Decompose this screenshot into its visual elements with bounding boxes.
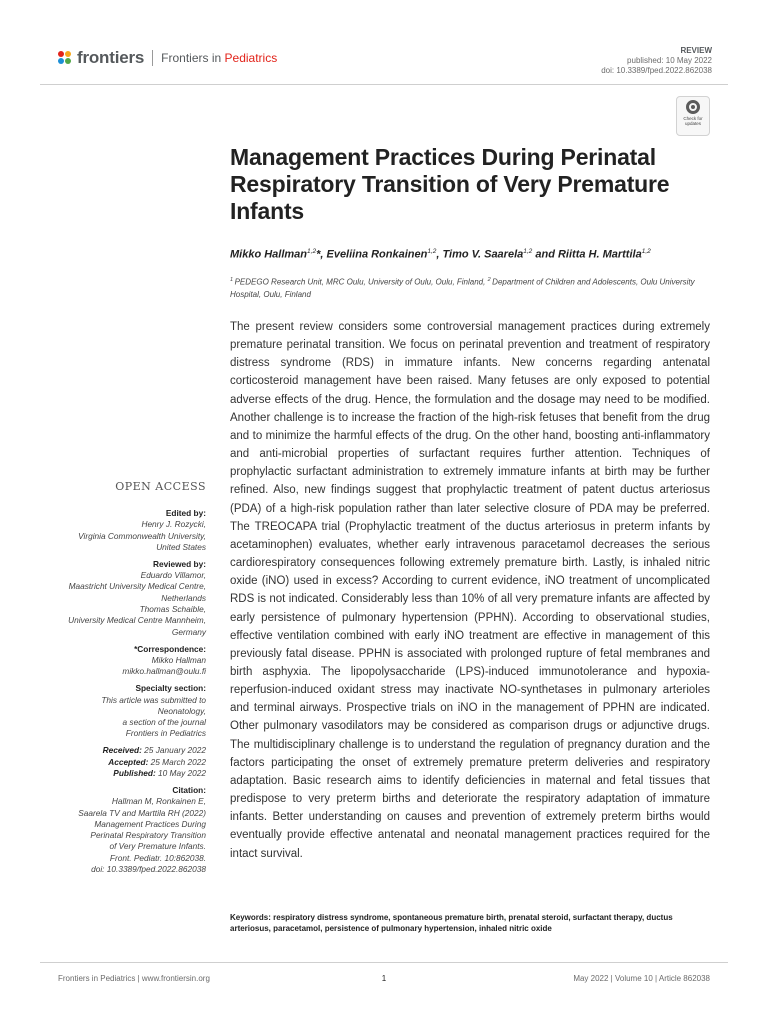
citation: Citation: Hallman M, Ronkainen E, Saarela TV and Marttila RH (2022) Management Practices During Perinatal Respiratory Transition of Very Premature Infants. Front. Pediatr. 10:862038. doi: 10.3389/fped.2022.862038 [40, 785, 206, 875]
article-meta [601, 46, 712, 76]
sidebar-line: of Very Premature Infants. [109, 841, 206, 852]
reviewed-by: Reviewed by: Eduardo Villamor, Maastricht University Medical Centre, Netherlands Thomas Schaible, University Medical Centre Mannheim, Germany [40, 559, 206, 638]
footer-divider [40, 962, 728, 963]
sidebar-line: Germany [171, 626, 206, 637]
sidebar-line: Virginia Commonwealth University, [78, 530, 206, 541]
sidebar-line: a section of the journal [122, 717, 206, 728]
keywords [230, 912, 710, 934]
sidebar-line: Henry J. Rozycki, [141, 519, 206, 530]
author-affiliation-ref: 1,2 [523, 248, 533, 255]
sidebar-line: Maastricht University Medical Centre, [68, 581, 206, 592]
footer-issue-info: May 2022 | Volume 10 | Article 862038 [573, 974, 710, 983]
sidebar-line: This article was submitted to [101, 694, 206, 705]
author-affiliation-ref: 1,2 [427, 248, 437, 255]
date-row: Received: 25 January 2022 [102, 745, 206, 756]
specialty-section: Specialty section: This article was submitted to Neonatology, a section of the journal Frontiers in Pediatrics [40, 683, 206, 739]
author-list: Mikko Hallman$^{1,2}$*, Eveliina Ronkainen$^{1,2}$, Timo V. Saarela$^{1,2}$ and Riitta H. Marttila$^{1,2}$ [230, 248, 651, 261]
keywords-label: Keywords: [230, 913, 271, 922]
brand-name: frontiers [77, 48, 145, 67]
affiliation-text: PEDEGO Research Unit, MRC Oulu, University of Oulu, Oulu, Finland, [234, 277, 488, 287]
page-number: 1 [381, 974, 387, 983]
sidebar-line: Netherlands [161, 592, 206, 603]
sidebar-line: Mikko Hallman [151, 654, 206, 665]
author-name[interactable]: Timo V. Saarela [442, 248, 524, 261]
journal-name[interactable]: Frontiers in Pediatrics [161, 51, 278, 65]
published-date: published: 10 May 2022 [627, 56, 712, 65]
sidebar-line: Hallman M, Ronkainen E, [111, 796, 206, 807]
sidebar-line: Eduardo Villamor, [140, 570, 206, 581]
sidebar-line: Neonatology, [157, 705, 206, 716]
footer-journal-link[interactable]: Frontiers in Pediatrics | www.frontiersin.org [58, 974, 210, 983]
page-footer [58, 974, 710, 986]
frontiers-logo-icon [58, 51, 72, 65]
check-for-updates-badge[interactable] [676, 96, 710, 136]
sidebar-line: United States [156, 541, 206, 552]
sidebar-line: Frontiers in Pediatrics [125, 728, 206, 739]
sidebar-line: Thomas Schaible, [139, 604, 206, 615]
abstract: The present review considers some controversial management practices during extremely premature perinatal transition. We focus on perinatal prevention and treatment of respiratory distress syndrome (RDS) in immature infants. New concerns regarding antenatal corticosteroid management have been raised. Many fetuses are only exposed to potential adverse effects of the drug. Hence, the formulation and the dosage may need to be modified. Another challenge is to increase the fraction of the high-risk fetuses that benefit from the drug and to minimize the harmful effects of the drug. On the other hand, boosting anti-inflammatory and anti-microbial properties of surfactant requires further attention. Techniques of prophylactic surfactant administration to extremely immature infants at birth may be further refined. Also, new findings suggest that prophylactic treatment of patent ductus arteriosus (PDA) of a high-risk population rather than later selective closure of PDA may be preferred. The TREOCAPA trial (Prophylactic treatment of the ductus arteriosus in preterm infants by acetaminophen) evaluates, whether early intravenous paracetamol decreases the serious cardiorespiratory consequences following extremely premature birth. Lastly, is inhaled nitric oxide (iNO) used in excess? According to current evidence, iNO treatment of uncomplicated RDS is not indicated. Considerably less than 10% of all very premature infants are affected by early persistence of pulmonary hypertension (PPHN). According to observational studies, effective ventilation combined with early iNO treatment are effective in management of this previously fatal disease. PPHN is associated with prolonged rupture of fetal membranes and birth asphyxia. The lipopolysaccharide (LPS)-induced immunotolerance and hypoxia-reperfusion-induced oxidant stress may inactivate NO-synthetases in pulmonary arterioles and terminal airways. Prospective trials on iNO in the management of PPHN are indicated. Other pulmonary vasodilators may be considered as comparison drugs or adjunctive drugs. The multidisciplinary challenge is to understand the regulation of pregnancy duration and the factors participating the onset of extremely premature preterm deliveries and respiratory adaptation. Basic research aims to identify deficiencies in maternal and fetal tissues that predispose to very preterm births and deteriorate the respiratory adaptation of immature infants. Better understanding on causes and prevention of extremely preterm births would eventually provide effective antenatal and neonatal management practices required for the intact survival. [230, 321, 710, 860]
date-row: Published: 10 May 2022 [113, 767, 206, 778]
sidebar-line: University Medical Centre Mannheim, [68, 615, 206, 626]
author-name[interactable]: Eveliina Ronkainen [326, 248, 428, 261]
frontiers-logo[interactable] [58, 48, 277, 68]
sidebar-line[interactable]: mikko.hallman@oulu.fi [122, 666, 206, 677]
author-name[interactable]: Riitta H. Marttila [557, 248, 642, 261]
sidebar-line: Perinatal Respiratory Transition [90, 830, 206, 841]
author-affiliation-ref: 1,2 [307, 248, 317, 255]
keywords-list: respiratory distress syndrome, spontaneous premature birth, prenatal steroid, surfactant therapy, ductus arteriosus, paracetamol, persistence of pulmonary hypertension, inhaled nitric oxide [230, 913, 673, 933]
affiliation-text: Department of Children and Adolescents, Oulu University Hospital, Oulu, Finland [230, 277, 695, 299]
affiliations: $^1$ PEDEGO Research Unit, MRC Oulu, University of Oulu, Oulu, Finland, $^2$ Department of Children and Adolescents, Oulu University Hospital, Oulu, Finland [230, 277, 695, 299]
article-doi[interactable]: doi: 10.3389/fped.2022.862038 [601, 66, 712, 75]
author-affiliation-ref: 1,2 [641, 248, 651, 255]
article-type: REVIEW [680, 46, 712, 55]
logo-divider [152, 50, 153, 66]
date-row: Accepted: 25 March 2022 [108, 756, 206, 767]
sidebar-line: Saarela TV and Marttila RH (2022) [78, 807, 206, 818]
article-info-sidebar [40, 480, 206, 881]
sidebar-line: Front. Pediatr. 10:862038. [109, 852, 206, 863]
sidebar-line: Management Practices During [94, 818, 206, 829]
page-header [58, 46, 712, 86]
check-updates-icon [686, 100, 700, 114]
header-divider [40, 84, 728, 85]
article-title: Management Practices During Perinatal Respiratory Transition of Very Premature Infants [230, 144, 670, 224]
open-access-label: OPEN ACCESS [115, 480, 206, 493]
check-updates-label: Check for updates [683, 116, 703, 126]
edited-by: Edited by: Henry J. Rozycki, Virginia Commonwealth University, United States [40, 508, 206, 553]
correspondence: *Correspondence: Mikko Hallman mikko.hallman@oulu.fi [40, 644, 206, 678]
author-name[interactable]: Mikko Hallman [230, 248, 308, 261]
sidebar-line: doi: 10.3389/fped.2022.862038 [91, 864, 206, 875]
article-dates [40, 745, 206, 779]
